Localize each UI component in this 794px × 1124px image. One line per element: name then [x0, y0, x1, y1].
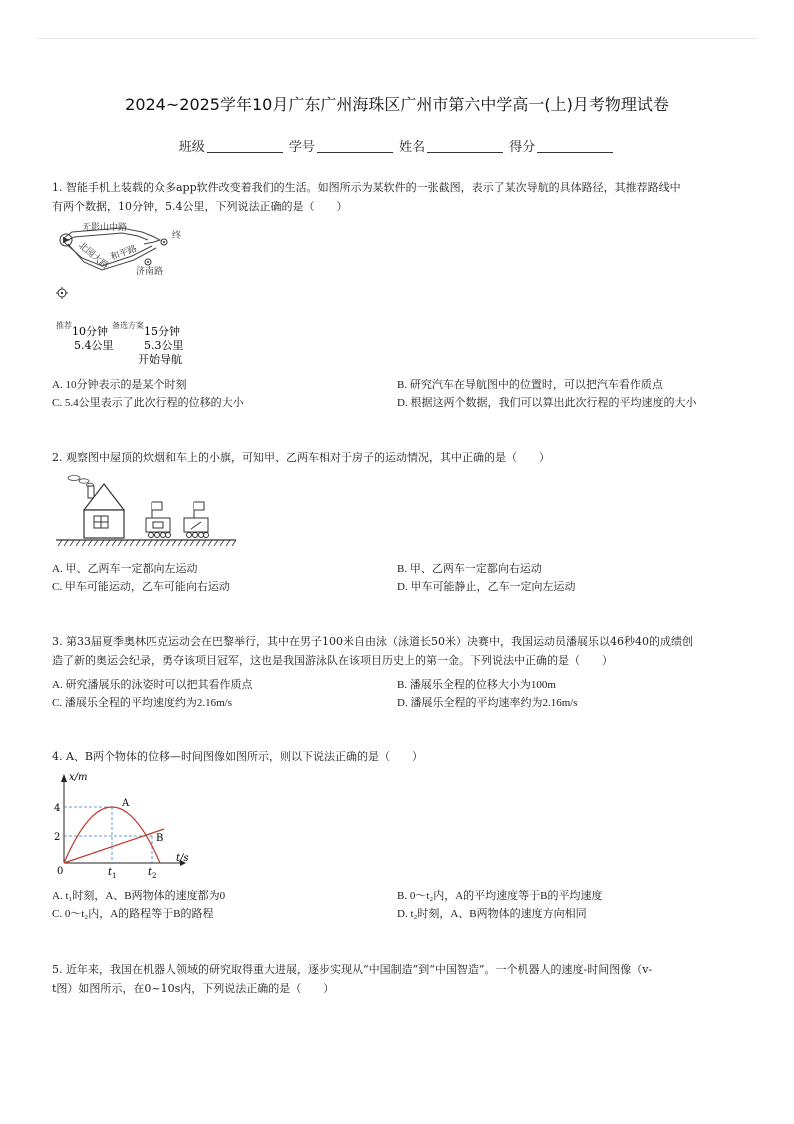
recommend-time: 10分钟 [72, 325, 108, 338]
id-blank[interactable] [317, 140, 393, 153]
recommend-tag: 推荐 [56, 321, 72, 330]
question-2-options [52, 560, 752, 600]
alternative-distance: 5.3公里 [144, 339, 184, 352]
q2-option-a[interactable]: A. 甲、乙两车一定都向左运动 [52, 563, 198, 575]
q1-option-c[interactable]: C. 5.4公里表示了此次行程的位移的大小 [52, 397, 244, 409]
question-1-line-1: 1. 智能手机上装载的众多app软件改变着我们的生活。如图所示为某软件的一张截图，表示了某次导航的具体路径，其推荐路线中 [52, 181, 681, 194]
car-jia [146, 502, 171, 538]
y-axis-label: x/m [69, 772, 88, 783]
navigation-map-figure [52, 218, 212, 368]
id-label: 学号 [288, 140, 315, 155]
origin-label: 0 [57, 866, 64, 877]
q1-option-a[interactable]: A. 10分钟表示的是某个时刻 [52, 379, 187, 391]
score-label: 得分 [509, 140, 536, 155]
house-and-cars-figure [56, 474, 236, 552]
question-4-stem [52, 747, 742, 766]
displacement-time-graph [52, 770, 202, 880]
question-1-stem [52, 178, 742, 216]
house [84, 510, 124, 538]
q4-option-a[interactable]: A. t₁时刻，A、B两物体的速度都为0 [52, 890, 226, 902]
line-b-label: B [156, 833, 164, 844]
question-4-options [52, 887, 752, 927]
road-label-mid: 和平路 [109, 244, 139, 263]
question-3-stem [52, 632, 742, 670]
q1-option-d[interactable]: D. 根据这两个数据，我们可以算出此次行程的平均速度的大小 [397, 397, 697, 409]
class-blank[interactable] [207, 140, 283, 153]
q4-option-d[interactable]: D. t₂时刻，A、B两物体的速度方向相同 [397, 908, 587, 920]
question-4-line-1: 4. A、B两个物体的位移—时间图像如图所示，则以下说法正确的是（ ） [52, 750, 424, 763]
q3-option-c[interactable]: C. 潘展乐全程的平均速度约为2.16m/s [52, 697, 232, 709]
t2-subscript: 2 [152, 872, 157, 880]
name-label: 姓名 [399, 140, 426, 155]
t2-label: t [148, 867, 153, 878]
road-label-left: 北园大路 [76, 240, 111, 272]
locate-icon[interactable] [56, 287, 68, 299]
q4-option-c[interactable]: C. 0～t₂内，A的路程等于B的路程 [52, 908, 214, 920]
name-blank[interactable] [427, 140, 503, 153]
q3-option-a[interactable]: A. 研究潘展乐的泳姿时可以把其看作质点 [52, 679, 253, 691]
top-rule [36, 38, 758, 39]
question-2-line-1: 2. 观察图中屋顶的炊烟和车上的小旗，可知甲、乙两车相对于房子的运动情况，其中正确的是（ ） [52, 451, 550, 464]
q3-option-b[interactable]: B. 潘展乐全程的位移大小为100m [397, 679, 556, 691]
t1-subscript: 1 [112, 872, 117, 880]
curve-a-label: A [122, 798, 130, 809]
road-label-bottom: 济南路 [136, 267, 164, 277]
class-label: 班级 [178, 140, 205, 155]
q2-option-d[interactable]: D. 甲车可能静止，乙车一定向左运动 [397, 581, 576, 593]
q4-option-b[interactable]: B. 0～t₂内，A的平均速度等于B的平均速度 [397, 890, 603, 902]
question-3-options [52, 676, 752, 716]
tick-label-2: 2 [54, 832, 61, 843]
recommend-distance: 5.4公里 [74, 339, 114, 352]
tick-label-4: 4 [54, 803, 61, 814]
end-label: 终 [172, 231, 182, 241]
q2-option-b[interactable]: B. 甲、乙两车一定都向右运动 [397, 563, 542, 575]
page-title: 2024~2025学年10月广东广州海珠区广州市第六中学高一(上)月考物理试卷 [125, 95, 669, 114]
score-blank[interactable] [537, 140, 613, 153]
alternative-tag: 备选方案 [112, 321, 144, 330]
q1-option-b[interactable]: B. 研究汽车在导航图中的位置时，可以把汽车看作质点 [397, 379, 663, 391]
road-label-top: 无影山中路 [82, 223, 128, 233]
question-1-options [52, 376, 752, 416]
q3-option-d[interactable]: D. 潘展乐全程的平均速率约为2.16m/s [397, 697, 578, 709]
question-1-line-2: 有两个数据，10分钟，5.4公里，下列说法正确的是（ ） [52, 200, 348, 213]
student-info-line [0, 136, 794, 155]
t1-label: t [108, 867, 113, 878]
question-5-stem [52, 960, 742, 998]
question-3-line-1: 3. 第33届夏季奥林匹克运动会在巴黎举行，其中在男子100米自由泳（泳道长50米）决赛中，我国运动员潘展乐以46秒40的成绩创 [52, 635, 693, 648]
start-navigation-button[interactable]: 开始导航 [138, 353, 182, 366]
q2-option-c[interactable]: C. 甲车可能运动，乙车可能向右运动 [52, 581, 230, 593]
question-2-stem [52, 448, 742, 467]
question-3-line-2: 造了新的奥运会纪录，勇夺该项目冠军，这也是我国游泳队在该项目历史上的第一金。下列说法中正确的是（ ） [52, 654, 613, 667]
x-axis-label: t/s [176, 853, 189, 864]
question-5-line-1: 5. 近年来，我国在机器人领域的研究取得重大进展，逐步实现从“中国制造”到“中国智造”。一个机器人的速度-时间图像（v- [52, 963, 653, 976]
car-yi [184, 502, 209, 538]
alternative-time: 15分钟 [144, 325, 180, 338]
question-5-line-2: t图）如图所示，在0~10s内，下列说法正确的是（ ） [52, 982, 335, 995]
